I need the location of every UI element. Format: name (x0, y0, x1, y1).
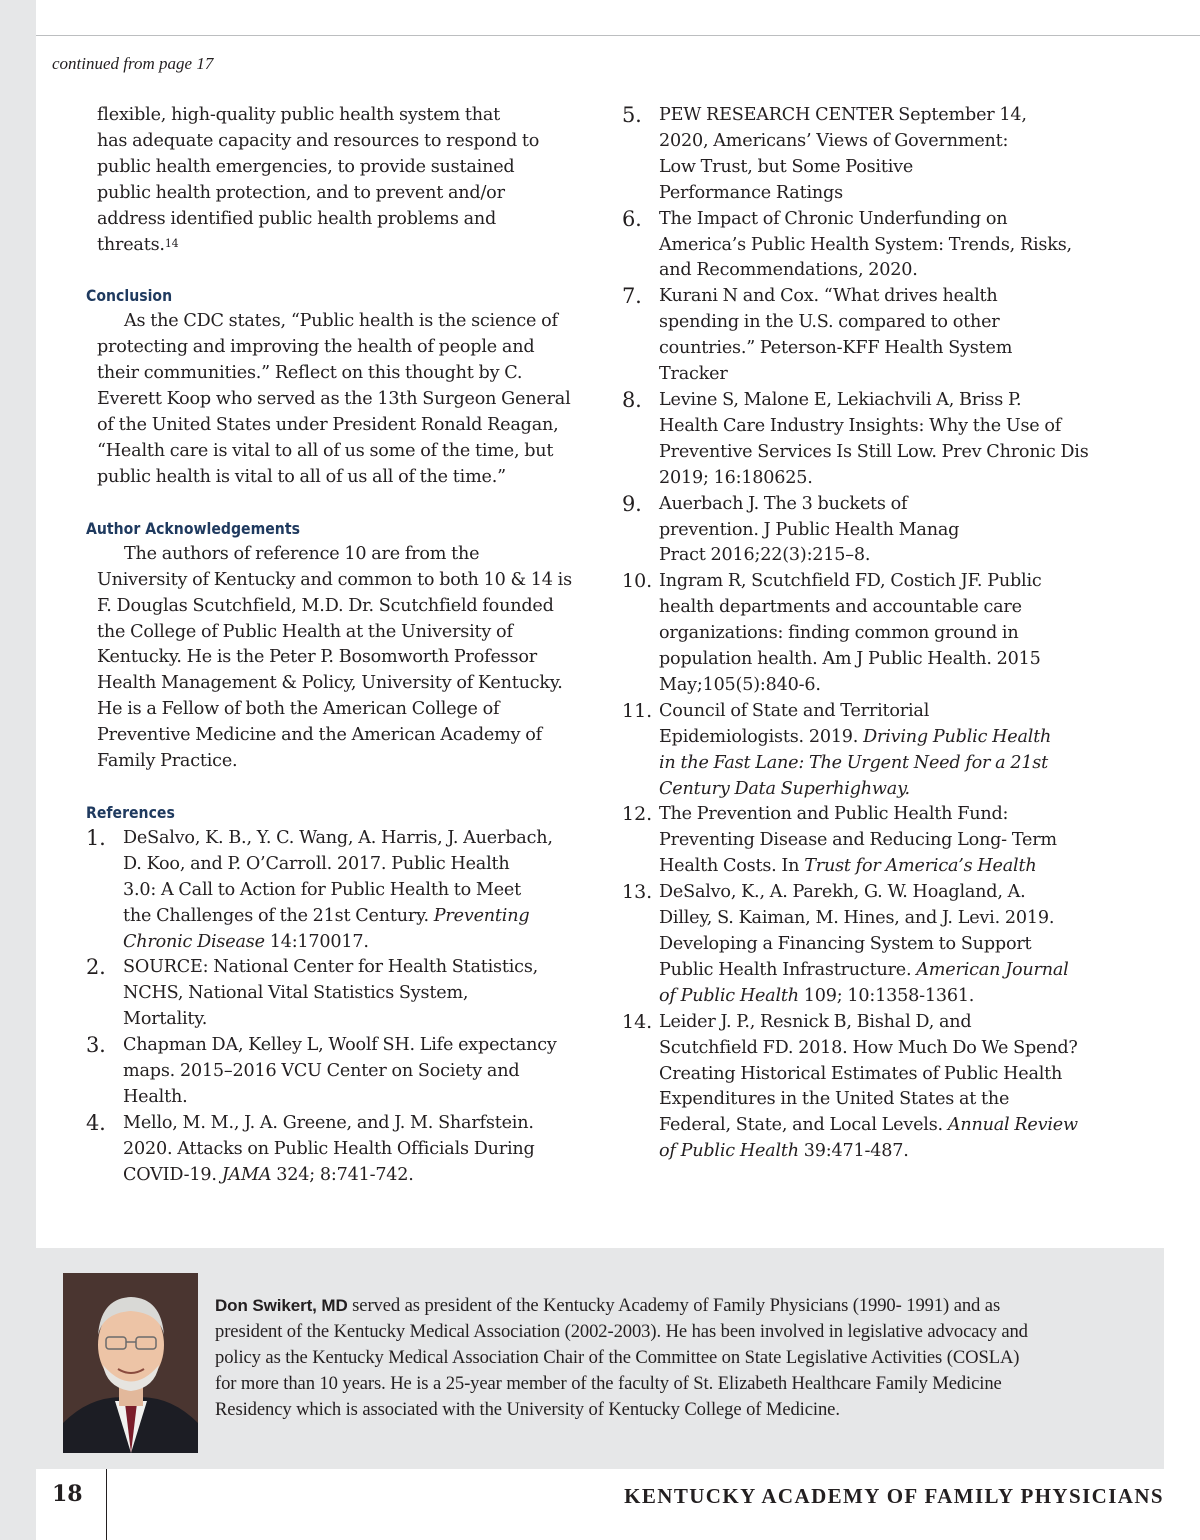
reference-item: 6. The Impact of Chronic Underfunding on America’s Public Health System: Trends, Risks, and Recommendations, 2020. (622, 206, 1072, 281)
reference-number: 10. (622, 570, 653, 593)
reference-number: 4. (86, 1110, 106, 1135)
reference-item: 12. The Prevention and Public Health Fund: Preventing Disease and Reducing Long- Term Health Costs. In Trust for America’s Health (622, 803, 1057, 877)
journal-name: KENTUCKY ACADEMY OF FAMILY PHYSICIANS (624, 1484, 1164, 1508)
left-column (86, 103, 606, 1189)
author-portrait-icon (63, 1273, 198, 1453)
reference-number: 3. (86, 1033, 106, 1058)
continued-note: continued from page 17 (52, 54, 214, 73)
reference-number: 1. (86, 825, 106, 850)
reference-item: 10. Ingram R, Scutchfield FD, Costich JF. Public health departments and accountable care organizations: finding common ground in population health. Am J Public Health. 2015 May;105(5):840-6. (622, 570, 1042, 695)
author-bio-box (36, 1248, 1164, 1469)
reference-number: 9. (622, 491, 642, 516)
reference-item: 11. Council of State and Territorial Epidemiologists. 2019. Driving Public Health in the Fast Lane: The Urgent Need for a 21st Century Data Superhighway. (622, 699, 1052, 799)
right-column (622, 103, 1200, 1165)
reference-item: 9. Auerbach J. The 3 buckets of prevention. J Public Health Manag Pract 2016;22(3):215–8. (622, 491, 960, 566)
reference-number: 13. (622, 881, 653, 904)
reference-number: 7. (622, 284, 642, 309)
reference-number: 8. (622, 387, 642, 412)
author-photo (63, 1273, 198, 1453)
reference-number: 14. (622, 1010, 653, 1033)
conclusion-paragraph: As the CDC states, “Public health is the science of protecting and improving the health of people and their communities.” Reflect on this thought by C. Everett Koop who served as the 13th Surgeon General of the United States under President Ronald Reagan, “Health care is vital to all of us some of the time, but public health is vital to all of us all of the time.” (97, 311, 571, 487)
conclusion-heading: Conclusion (86, 286, 173, 306)
references-heading: References (86, 802, 175, 822)
author-bio-text: Don Swikert, MD served as president of the Kentucky Academy of Family Physicians (1990- 1991) and as president of the Kentucky Medical Association (2002-2003). He has been involved in legislative advocacy and policy as the Kentucky Medical Association Chair of the Committee on State Legislative Activities (COSLA) for more than 10 years. He is a 25-year member of the faculty of St. Elizabeth Healthcare Family Medicine Residency which is associated with the University of Kentucky College of Medicine. (215, 1295, 1028, 1420)
top-rule (36, 35, 1200, 36)
reference-item: 8. Levine S, Malone E, Lekiachvili A, Briss P. Health Care Industry Insights: Why the Use of Preventive Services Is Still Low. Prev Chronic Dis 2019; 16:180625. (622, 387, 1089, 488)
reference-item: 14. Leider J. P., Resnick B, Bishal D, and Scutchfield FD. 2018. How Much Do We Spend? Creating Historical Estimates of Public Health Expenditures in the United States at the Federal, State, and Local Levels. Annual Review of Public Health 39:471-487. (622, 1010, 1078, 1162)
page-number: 18 (52, 1481, 83, 1507)
reference-item: 3. Chapman DA, Kelley L, Woolf SH. Life expectancy maps. 2015–2016 VCU Center on Society and Health. (86, 1033, 557, 1107)
reference-item: 4. Mello, M. M., J. A. Greene, and J. M. Sharfstein. 2020. Attacks on Public Health Officials During COVID-19. JAMA 324; 8:741-742. (86, 1110, 535, 1185)
reference-number: 6. (622, 206, 642, 231)
reference-item: 13. DeSalvo, K., A. Parekh, G. W. Hoagland, A. Dilley, S. Kaiman, M. Hines, and J. Levi. 2019. Developing a Financing System to Support Public Health Infrastructure. American Journal of Public Health 109; 10:1358-1361. (622, 881, 1069, 1006)
reference-item: 5. PEW RESEARCH CENTER September 14, 2020, Americans’ Views of Government: Low Trust, but Some Positive Performance Ratings (622, 103, 1027, 203)
author-name: Don Swikert, MD (215, 1296, 348, 1315)
margin-strip (0, 0, 36, 1540)
reference-list-left (86, 826, 606, 1189)
reference-number: 5. (622, 103, 642, 127)
reference-list-right (622, 103, 1200, 1165)
acknowledgements-heading: Author Acknowledgements (86, 518, 300, 538)
footnote-ref: 14 (164, 236, 179, 250)
acknowledgements-paragraph: The authors of reference 10 are from the University of Kentucky and common to both 10 & 14 is F. Douglas Scutchfield, M.D. Dr. Scutchfield founded the College of Public Health at the University of Kentucky. He is the Peter P. Bosomworth Professor Health Management & Policy, University of Kentucky. He is a Fellow of both the American College of Preventive Medicine and the American Academy of Family Practice. (97, 543, 572, 772)
reference-item: 2. SOURCE: National Center for Health Statistics, NCHS, National Vital Statistics System, Mortality. (86, 955, 539, 1030)
reference-item: 1. DeSalvo, K. B., Y. C. Wang, A. Harris, J. Auerbach, D. Koo, and P. O’Carroll. 2017. Public Health 3.0: A Call to Action for Public Health to Meet the Challenges of the 21st Century. Preventing Chronic Disease 14:170017. (86, 825, 553, 952)
footer-divider (106, 1469, 107, 1540)
reference-number: 12. (622, 803, 653, 826)
reference-item: 7. Kurani N and Cox. “What drives health spending in the U.S. compared to other countries.” Peterson-KFF Health System Tracker (622, 284, 1013, 385)
reference-number: 11. (622, 699, 653, 722)
intro-paragraph: flexible, high-quality public health system that has adequate capacity and resources to respond to public health emergencies, to provide sustained public health protection, and to prevent and/or address identified public health problems and threats.$^{14}$ (97, 105, 540, 255)
reference-number: 2. (86, 955, 106, 980)
